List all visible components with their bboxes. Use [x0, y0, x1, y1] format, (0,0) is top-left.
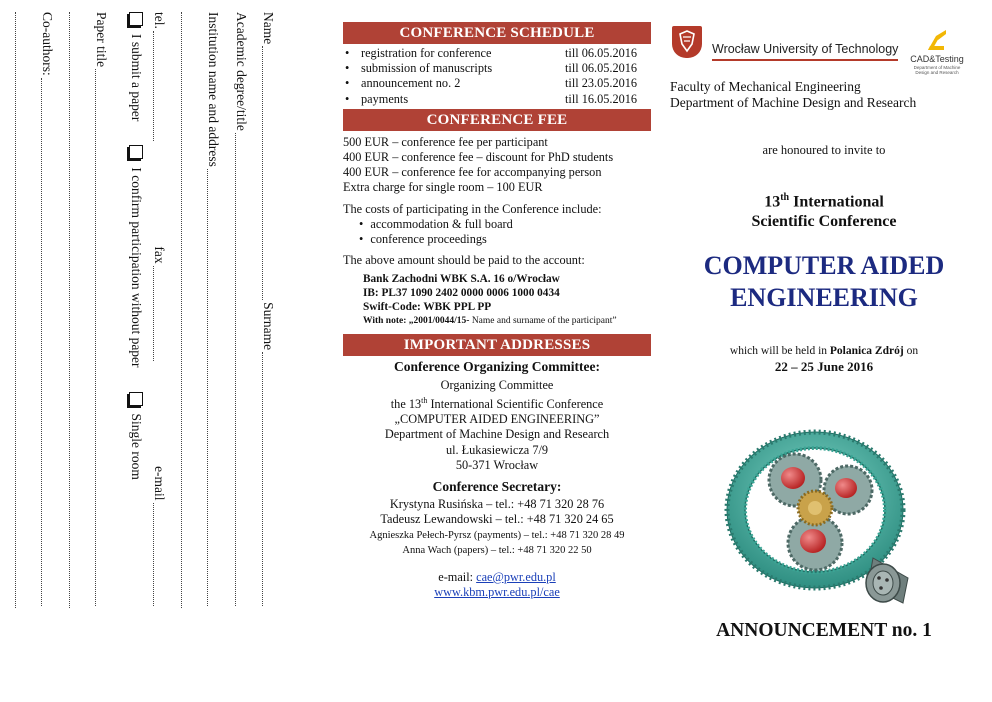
committee-line: Organizing Committee: [440, 377, 554, 392]
no-paper-label: I confirm participation without paper: [129, 167, 144, 368]
fax-label: fax: [152, 246, 167, 264]
degree-row: [233, 12, 261, 608]
secretary-heading: Conference Secretary:: [432, 478, 562, 494]
committee-line: Department of Machine Design and Research: [384, 427, 610, 442]
email-field[interactable]: [153, 503, 163, 606]
city-date-label: [0, 12, 1, 64]
surname-label: Surname: [261, 302, 277, 351]
committee-line: ul. Łukasiewicza 7/9: [445, 442, 549, 457]
bank-details: [363, 272, 651, 328]
university-name: Wrocław University of Technology: [712, 42, 899, 56]
bank-swift: Swift-Code: WBK PPL PP: [363, 301, 492, 314]
announcement-title: ANNOUNCEMENT no. 1: [716, 620, 932, 641]
logo-row: [668, 24, 980, 74]
paper-title-row: [94, 12, 122, 608]
registration-form-rotated: [0, 0, 300, 620]
university-crest-icon: [672, 26, 702, 58]
info-column: [343, 22, 651, 600]
fee-heading: CONFERENCE FEE: [343, 109, 651, 131]
committee-line: the 13th International Scientific Conference: [390, 395, 604, 411]
registration-form: [0, 0, 300, 620]
coauthors-row: [39, 12, 67, 608]
committee-block: [343, 359, 651, 473]
fee-include-item: • accommodation & full board: [359, 217, 651, 232]
fee-line: Extra charge for single room – 100 EUR: [343, 180, 543, 195]
cad-testing-subtitle: Department of Machine Design and Research: [913, 65, 961, 75]
schedule-item: • registration for conference till 06.05.2016: [345, 46, 638, 60]
degree-label: Academic degree/title: [234, 12, 249, 131]
institution-label: Institution name and address: [206, 12, 222, 167]
coauthors-field[interactable]: [41, 78, 51, 606]
venue-line: which will be held in Polanica Zdrój on 22 – 25 June 2016: [668, 343, 980, 375]
secretary-line: Tadeusz Lewandowski – tel.: +48 71 320 24 65: [380, 512, 614, 527]
fee-line: 400 EUR – conference fee for accompanying person: [343, 165, 602, 180]
submit-paper-label: I submit a paper: [129, 34, 144, 122]
fee-lines: [343, 135, 651, 196]
fee-include-item: • conference proceedings: [359, 232, 651, 247]
submit-paper-checkbox[interactable]: [129, 12, 143, 26]
cad-testing-logo: [906, 28, 968, 74]
conference-title: COMPUTER AIDED ENGINEERING: [703, 251, 945, 312]
schedule-list: [343, 46, 651, 107]
cad-testing-name: CAD&Testing: [910, 54, 964, 64]
signature-row: [0, 12, 12, 608]
bank-iban: IB: PL37 1090 2402 0000 0006 1000 0434: [363, 287, 560, 300]
email-label: e-mail: [152, 466, 167, 501]
payment-note: With note: „2001/0044/15- Name and surname of the participant”: [363, 316, 617, 327]
committee-heading: Conference Organizing Committee:: [394, 359, 600, 375]
website-link[interactable]: www.kbm.pwr.edu.pl/cae: [434, 585, 560, 600]
contact-row: [151, 12, 179, 608]
fee-includes-intro: The costs of participating in the Conference include:: [343, 201, 602, 216]
email-link[interactable]: cae@pwr.edu.pl: [476, 569, 556, 584]
tel-field[interactable]: [153, 31, 163, 141]
institution-field-line2[interactable]: [182, 12, 206, 608]
options-row: [121, 12, 151, 608]
schedule-item: • payments till 16.05.2016: [345, 91, 638, 106]
contact-links: [343, 570, 651, 600]
department-name: Department of Machine Design and Research: [670, 95, 917, 110]
committee-line: „COMPUTER AIDED ENGINEERING”: [394, 412, 600, 427]
fee-includes-list: [359, 217, 651, 247]
tel-label: tel.: [152, 12, 167, 29]
secretary-block: [343, 479, 651, 558]
fee-line: 500 EUR – conference fee per participant: [343, 134, 548, 149]
coauthors-field-line2[interactable]: [15, 12, 39, 608]
conference-dates: 22 – 25 June 2016: [774, 359, 874, 374]
institution-field[interactable]: [208, 169, 218, 606]
faculty-block: [670, 79, 916, 111]
coauthors-label: Co-authors:: [40, 12, 55, 76]
fee-line: 400 EUR – conference fee – discount for PhD students: [343, 150, 614, 165]
name-field[interactable]: [263, 46, 273, 300]
signature-label: [0, 340, 1, 392]
cover-column: [668, 0, 980, 702]
paper-title-field[interactable]: [96, 69, 106, 606]
email-line: e-mail: cae@pwr.edu.pl: [438, 569, 556, 584]
bank-name: Bank Zachodni WBK S.A. 16 o/Wrocław: [363, 273, 560, 286]
addresses-heading: IMPORTANT ADDRESSES: [343, 334, 651, 356]
schedule-item: • submission of manuscripts till 06.05.2016: [345, 61, 638, 76]
secretary-line: Krystyna Rusińska – tel.: +48 71 320 28 76: [389, 497, 605, 512]
degree-field[interactable]: [235, 133, 245, 606]
secretary-line: Anna Wach (papers) – tel.: +48 71 320 22 50: [402, 544, 592, 556]
no-paper-checkbox[interactable]: [129, 145, 143, 159]
name-label: Name: [261, 12, 277, 45]
schedule-heading: CONFERENCE SCHEDULE: [343, 22, 651, 44]
schedule-item: • announcement no. 2 till 23.05.2016: [345, 76, 638, 91]
no-paper-option[interactable]: [128, 145, 144, 367]
cad-testing-mark-icon: [926, 28, 948, 52]
account-intro: The above amount should be paid to the account:: [343, 253, 585, 268]
paper-title-field-line2[interactable]: [70, 12, 94, 608]
committee-line: 50-371 Wrocław: [455, 457, 539, 472]
planetary-gear-icon: [723, 418, 923, 618]
single-room-checkbox[interactable]: [129, 392, 143, 406]
surname-field[interactable]: [263, 352, 273, 606]
institution-row: [206, 12, 234, 608]
secretary-line: Agnieszka Pełech-Pyrsz (payments) – tel.: +48 71 320 28 49: [369, 529, 625, 541]
fax-field[interactable]: [153, 266, 163, 361]
submit-paper-option[interactable]: [128, 12, 144, 121]
university-underline: [712, 59, 898, 61]
invite-line: are honoured to invite to: [762, 143, 886, 157]
paper-title-label: Paper title: [94, 12, 110, 68]
conference-edition: 13th International Scientific Conference: [751, 192, 897, 231]
name-row: [261, 12, 289, 608]
faculty-name: Faculty of Mechanical Engineering: [670, 79, 861, 94]
single-room-label: Single room: [129, 413, 144, 480]
single-room-option[interactable]: [128, 392, 144, 480]
venue-name: Polanica Zdrój: [829, 345, 904, 357]
